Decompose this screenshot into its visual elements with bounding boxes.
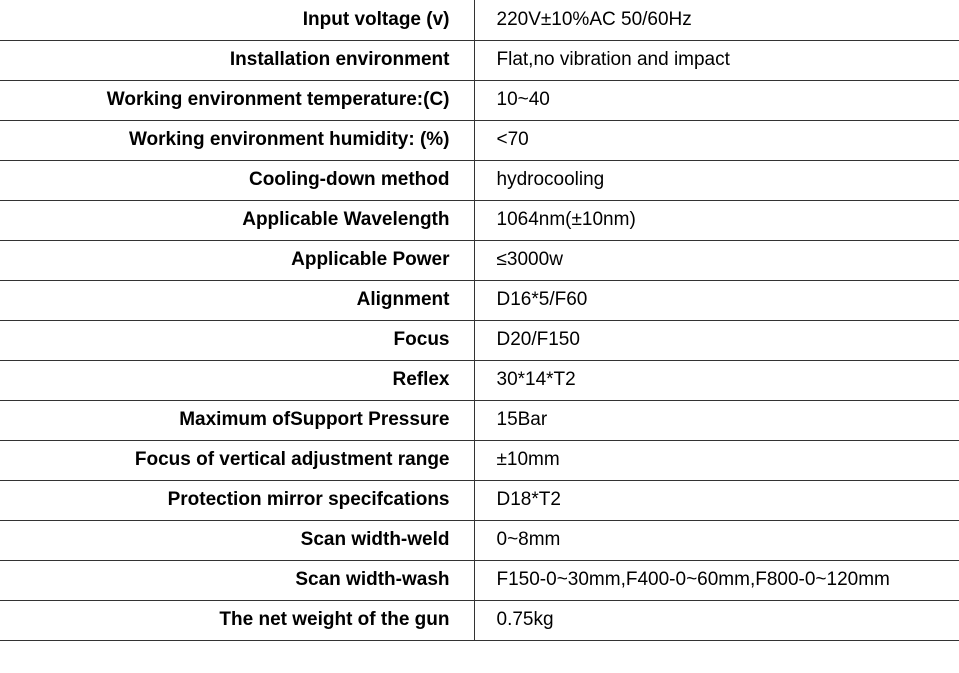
spec-label: The net weight of the gun xyxy=(0,600,474,640)
spec-value: hydrocooling xyxy=(474,160,959,200)
table-row xyxy=(0,600,959,640)
spec-label: Reflex xyxy=(0,360,474,400)
spec-label: Input voltage (v) xyxy=(0,0,474,40)
spec-value: F150-0~30mm,F400-0~60mm,F800-0~120mm xyxy=(474,560,959,600)
table-row xyxy=(0,200,959,240)
spec-value: 0.75kg xyxy=(474,600,959,640)
spec-value: 30*14*T2 xyxy=(474,360,959,400)
table-row xyxy=(0,240,959,280)
table-row xyxy=(0,80,959,120)
spec-label: Working environment temperature:(C) xyxy=(0,80,474,120)
spec-label: Cooling-down method xyxy=(0,160,474,200)
table-row xyxy=(0,120,959,160)
spec-label: Scan width-weld xyxy=(0,520,474,560)
spec-value: 1064nm(±10nm) xyxy=(474,200,959,240)
table-row xyxy=(0,0,959,40)
spec-label: Protection mirror specifcations xyxy=(0,480,474,520)
spec-value: D18*T2 xyxy=(474,480,959,520)
spec-label: Installation environment xyxy=(0,40,474,80)
spec-value: 15Bar xyxy=(474,400,959,440)
table-row xyxy=(0,320,959,360)
spec-label: Focus xyxy=(0,320,474,360)
spec-label: Alignment xyxy=(0,280,474,320)
spec-label: Focus of vertical adjustment range xyxy=(0,440,474,480)
spec-value: <70 xyxy=(474,120,959,160)
spec-value: D16*5/F60 xyxy=(474,280,959,320)
table-row xyxy=(0,360,959,400)
table-row xyxy=(0,280,959,320)
table-row xyxy=(0,520,959,560)
spec-value: Flat,no vibration and impact xyxy=(474,40,959,80)
spec-label: Scan width-wash xyxy=(0,560,474,600)
spec-value: ≤3000w xyxy=(474,240,959,280)
spec-label: Applicable Power xyxy=(0,240,474,280)
spec-label: Working environment humidity: (%) xyxy=(0,120,474,160)
spec-value: ±10mm xyxy=(474,440,959,480)
spec-label: Maximum ofSupport Pressure xyxy=(0,400,474,440)
table-row xyxy=(0,440,959,480)
spec-label: Applicable Wavelength xyxy=(0,200,474,240)
spec-value: D20/F150 xyxy=(474,320,959,360)
table-row xyxy=(0,40,959,80)
table-row xyxy=(0,160,959,200)
spec-value: 10~40 xyxy=(474,80,959,120)
table-row xyxy=(0,400,959,440)
table-row xyxy=(0,560,959,600)
spec-value: 0~8mm xyxy=(474,520,959,560)
table-row xyxy=(0,480,959,520)
spec-value: 220V±10%AC 50/60Hz xyxy=(474,0,959,40)
